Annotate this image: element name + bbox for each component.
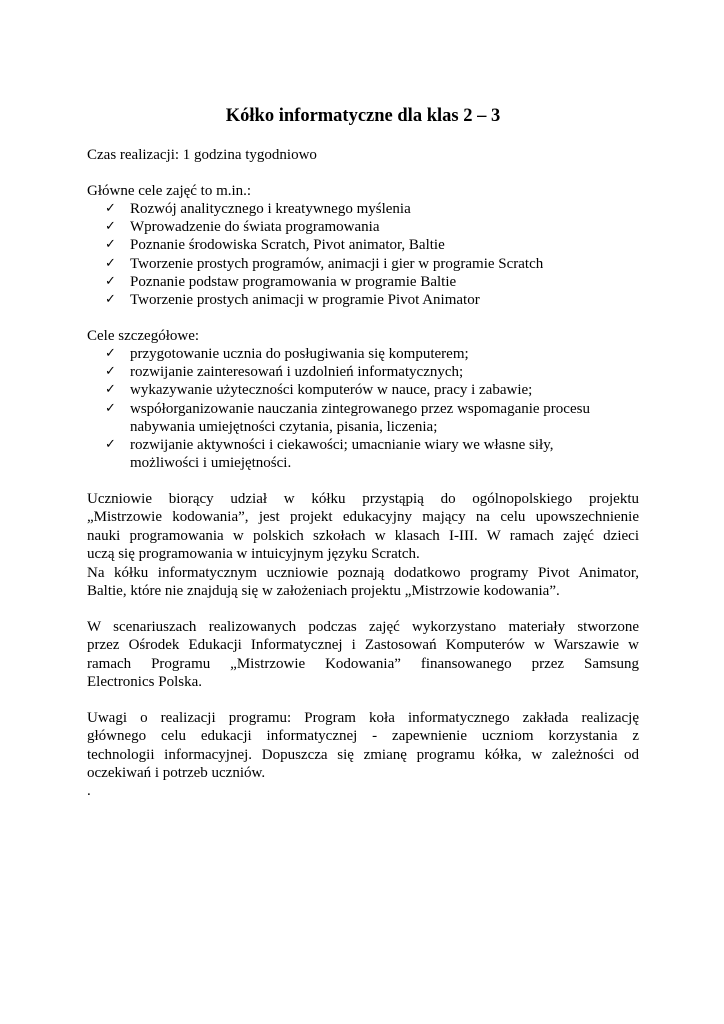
- text-line: nauki programowania w polskich szkołach w klasach I-III. W ramach zajęć dzieci: [87, 527, 639, 544]
- main-goals-heading: Główne cele zajęć to m.in.:: [87, 183, 252, 199]
- duration-text: Czas realizacji: 1 godzina tygodniowo: [87, 147, 317, 163]
- text-line: „Mistrzowie kodowania”, jest projekt edukacyjny mający na celu upowszechnienie: [87, 509, 639, 526]
- text-line: głównego celu edukacji informatycznej - zapewnienie uczniom korzystania z: [87, 728, 639, 745]
- checkmark-icon: ✓: [105, 273, 116, 289]
- checkmark-icon: ✓: [105, 400, 116, 416]
- checkmark-icon: ✓: [105, 237, 116, 253]
- list-item: ✓ Rozwój analitycznego i kreatywnego myślenia: [105, 201, 411, 217]
- list-item: ✓ rozwijanie zainteresowań i uzdolnień informatycznych;: [105, 364, 464, 381]
- text-line: oczekiwań i potrzeb uczniów.: [87, 765, 266, 782]
- detailed-goals-list: [87, 345, 607, 472]
- detailed-goals-heading: Cele szczegółowe:: [87, 328, 200, 344]
- checkmark-icon: ✓: [105, 201, 116, 216]
- checkmark-icon: ✓: [105, 219, 116, 235]
- text-line: Uczniowie biorący udział w kółku przystąpią do ogólnopolskiego projektu: [87, 491, 639, 507]
- checkmark-icon: ✓: [105, 255, 116, 271]
- text-line: Uwagi o realizacji programu: Program koła informatycznego zakłada realizację: [87, 710, 639, 726]
- text-line: ramach Programu „Mistrzowie Kodowania” finansowanego przez Samsung: [87, 655, 639, 672]
- remarks-paragraph: [87, 709, 639, 783]
- list-item: ✓ Poznanie środowiska Scratch, Pivot animator, Baltie: [105, 237, 445, 254]
- text-line: uczą się programowania w intuicyjnym języku Scratch.: [87, 546, 420, 563]
- list-item: ✓ współorganizowanie nauczania zintegrowanego przez wspomaganie procesu nabywania umiejętności czytania, pisania, liczenia;: [105, 400, 590, 435]
- document-title: Kółko informatyczne dla klas 2 – 3: [225, 106, 501, 126]
- list-item: ✓ rozwijanie aktywności i ciekawości; umacnianie wiary we własne siły, możliwości i umiejętności.: [105, 437, 554, 472]
- text-line: przez Ośrodek Edukacji Informatycznej i Zastosowań Komputerów w Warszawie w: [87, 637, 639, 654]
- list-item: ✓ Tworzenie prostych programów, animacji i gier w programie Scratch: [105, 255, 544, 272]
- list-item: ✓ Tworzenie prostych animacji w programie Pivot Animator: [105, 292, 480, 309]
- text-line: Electronics Polska.: [87, 674, 202, 691]
- checkmark-icon: ✓: [105, 382, 116, 398]
- main-goals-list: [87, 200, 639, 309]
- list-item: ✓ wykazywanie użyteczności komputerów w nauce, pracy i zabawie;: [105, 382, 533, 399]
- checkmark-icon: ✓: [105, 292, 116, 308]
- checkmark-icon: ✓: [105, 364, 116, 380]
- trailing-mark: .: [87, 783, 91, 799]
- text-line: technologii informacyjnej. Dopuszcza się zmianę programu kółka, w zależności od: [87, 746, 639, 763]
- checkmark-icon: ✓: [105, 346, 116, 361]
- text-line: Baltie, które nie znajdują się w założeniach projektu „Mistrzowie kodowania”.: [87, 583, 560, 600]
- text-line: Na kółku informatycznym uczniowie poznają dodatkowo programy Pivot Animator,: [87, 564, 639, 581]
- project-paragraph: [87, 490, 639, 600]
- checkmark-icon: ✓: [105, 437, 116, 453]
- list-item: ✓ przygotowanie ucznia do posługiwania się komputerem;: [105, 346, 469, 362]
- list-item: ✓ Wprowadzenie do świata programowania: [105, 219, 380, 236]
- materials-paragraph: [87, 618, 639, 692]
- text-line: W scenariuszach realizowanych podczas zajęć wykorzystano materiały stworzone: [87, 619, 639, 635]
- list-item: ✓ Poznanie podstaw programowania w programie Baltie: [105, 273, 457, 290]
